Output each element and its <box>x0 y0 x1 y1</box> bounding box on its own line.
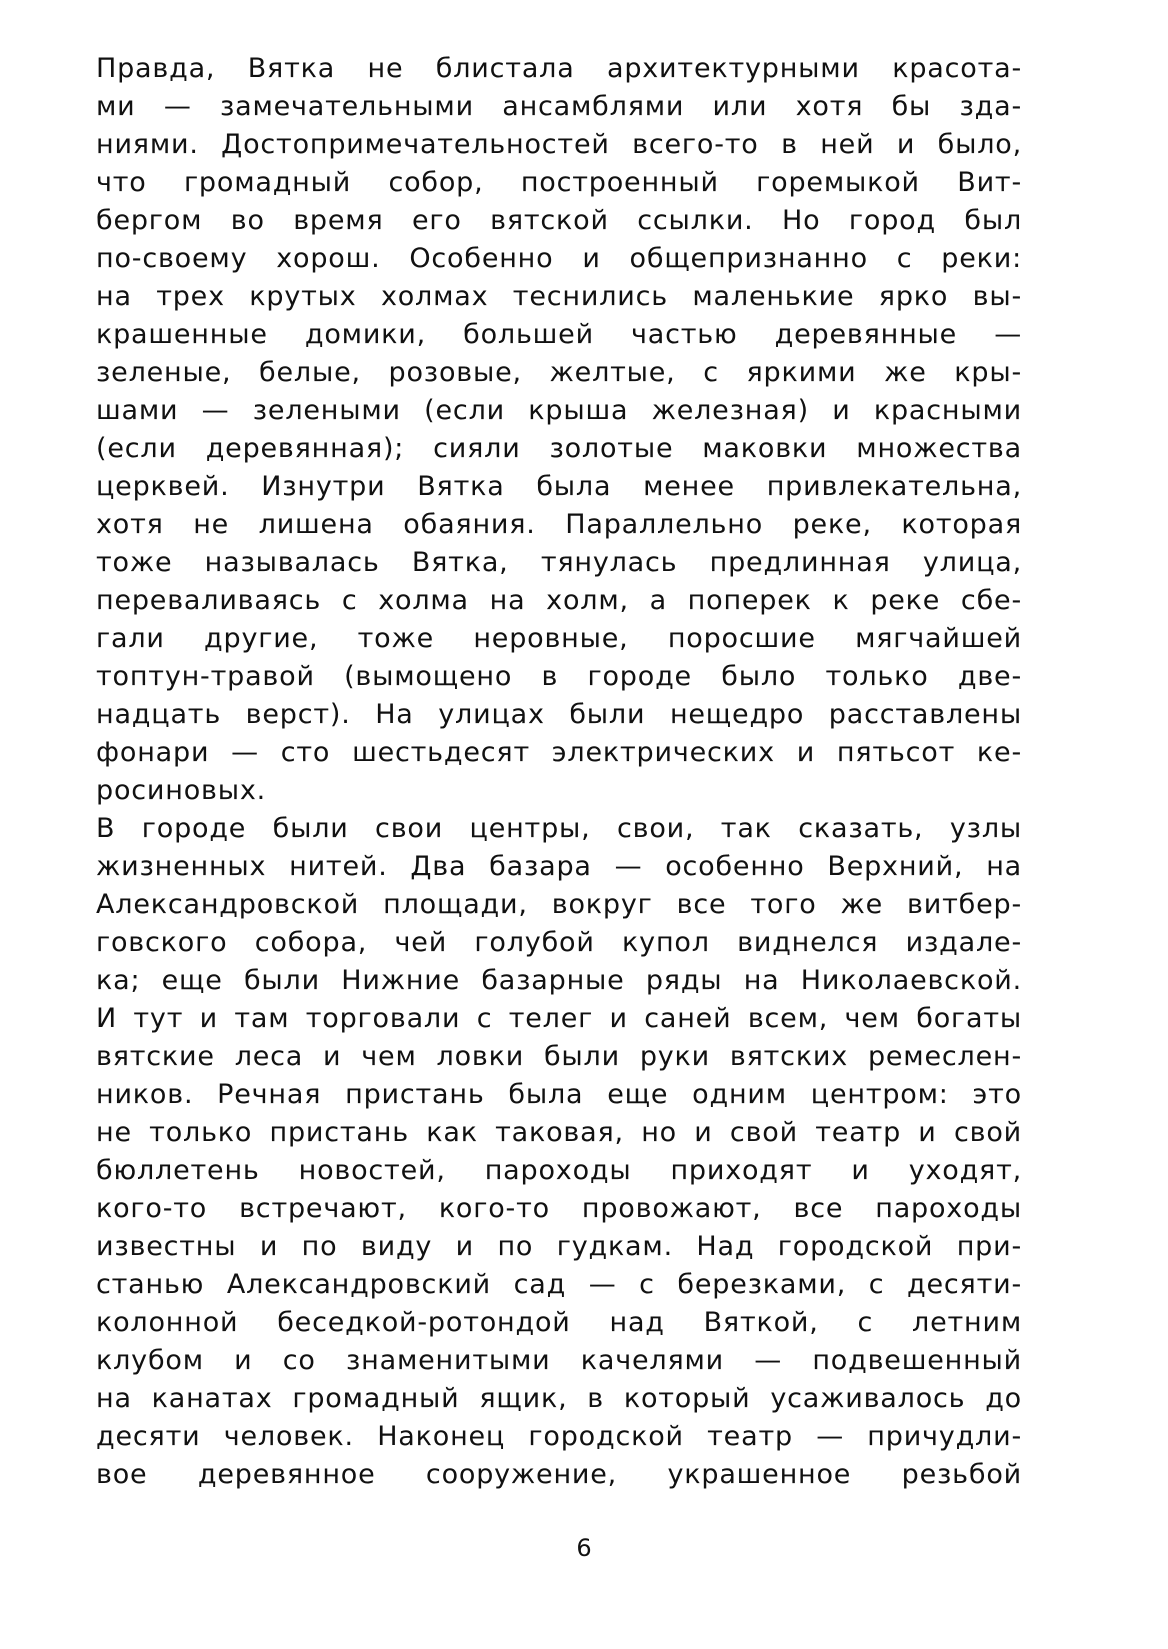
text-line: бюллетень новостей, пароходы приходят и уходят, <box>96 1155 1022 1186</box>
text-line: клубом и со знаменитыми качелями — подвешенный <box>96 1345 1022 1376</box>
text-line: И тут и там торговали с телег и саней всем, чем богаты <box>96 1003 1022 1034</box>
text-line: гали другие, тоже неровные, поросшие мягчайшей <box>96 623 1022 654</box>
text-line: вое деревянное сооружение, украшенное резьбой <box>96 1459 1022 1490</box>
text-line: что громадный собор, построенный горемыкой Вит- <box>96 167 1022 198</box>
text-line: фонари — сто шестьдесят электрических и пятьсот ке- <box>96 737 1022 768</box>
text-line: не только пристань как таковая, но и свой театр и свой <box>96 1117 1022 1148</box>
paragraph-1 <box>96 50 1022 810</box>
text-line: шами — зелеными (если крыша железная) и красными <box>96 395 1022 426</box>
text-line: ников. Речная пристань была еще одним центром: это <box>96 1079 1022 1110</box>
text-line: крашенные домики, большей частью деревянные — <box>96 319 1022 350</box>
text-line: десяти человек. Наконец городской театр — причудли- <box>96 1421 1022 1452</box>
text-line: станью Александровский сад — с березками, с десяти- <box>96 1269 1022 1300</box>
text-line: В городе были свои центры, свои, так сказать, узлы <box>96 813 1022 844</box>
text-line: зеленые, белые, розовые, желтые, с яркими же кры- <box>96 357 1022 388</box>
text-line: переваливаясь с холма на холм, а поперек к реке сбе- <box>96 585 1022 616</box>
text-line: ка; еще были Нижние базарные ряды на Николаевской. <box>96 965 1022 996</box>
body-text <box>96 50 1022 1494</box>
text-line: надцать верст). На улицах были нещедро расставлены <box>96 699 1022 730</box>
text-line: на канатах громадный ящик, в который усаживалось до <box>96 1383 1022 1414</box>
text-line: церквей. Изнутри Вятка была менее привлекательна, <box>96 471 1022 502</box>
text-line: тоже называлась Вятка, тянулась предлинная улица, <box>96 547 1022 578</box>
text-line: кого-то встречают, кого-то провожают, все пароходы <box>96 1193 1022 1224</box>
text-line: по-своему хорош. Особенно и общепризнанно с реки: <box>96 243 1022 274</box>
text-line: (если деревянная); сияли золотые маковки множества <box>96 433 1022 464</box>
text-line: ми — замечательными ансамблями или хотя бы зда- <box>96 91 1022 122</box>
text-line: известны и по виду и по гудкам. Над городской при- <box>96 1231 1022 1262</box>
text-line: бергом во время его вятской ссылки. Но город был <box>96 205 1022 236</box>
paragraph-2 <box>96 810 1022 1494</box>
text-line: Александровской площади, вокруг все того же витбер- <box>96 889 1022 920</box>
text-line: на трех крутых холмах теснились маленькие ярко вы- <box>96 281 1022 312</box>
text-line: говского собора, чей голубой купол виднелся издале- <box>96 927 1022 958</box>
text-line: росиновых. <box>96 775 267 806</box>
text-line: вятские леса и чем ловки были руки вятских ремеслен- <box>96 1041 1022 1072</box>
text-line: ниями. Достопримечательностей всего-то в ней и было, <box>96 129 1022 160</box>
page-number: 6 <box>576 1534 592 1562</box>
text-line: Правда, Вятка не блистала архитектурными красота- <box>96 53 1022 84</box>
text-line: колонной беседкой-ротондой над Вяткой, с летним <box>96 1307 1022 1338</box>
text-line: топтун-травой (вымощено в городе было только две- <box>96 661 1022 692</box>
text-line: жизненных нитей. Два базара — особенно Верхний, на <box>96 851 1022 882</box>
text-line: хотя не лишена обаяния. Параллельно реке, которая <box>96 509 1022 540</box>
